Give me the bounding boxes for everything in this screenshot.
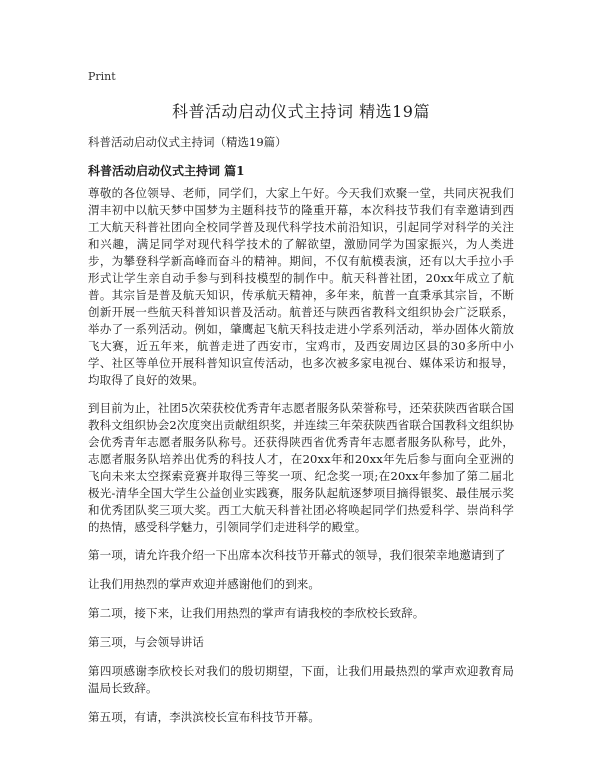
paragraph-2: 到目前为止，社团5次荣获校优秀青年志愿者服务队荣誉称号，还荣获陕西省联合国教科文组织协会2次度突出贡献组织奖，并连续三年荣获陕西省联合国教科文组织协会优秀青年志愿者服务队称号。还获得陕西省优秀青年志愿者服务队称号，此外，志愿者服务队培养出优秀的科技人才，在20xx年和20xx年先后参与面向全亚洲的飞向未来太空探索竞赛并取得三等奖一项、纪念奖一项;在20xx年参加了第二届北极光-清华全国大学生公益创业实践赛，服务队起航逐梦项目摘得银奖、最佳展示奖和优秀团队奖三项大奖。西工大航天科普社团必将唤起同学们热爱科学、崇尚科学的热情，感受科学魅力，引领同学们走进科学的殿堂。 <box>88 401 514 534</box>
document-title: 科普活动启动仪式主持词 精选19篇 <box>172 102 430 121</box>
print-label[interactable]: Print <box>88 70 116 83</box>
document-subtitle: 科普活动启动仪式主持词（精选19篇） <box>88 135 287 149</box>
paragraph-5: 第二项，接下来，让我们用热烈的掌声有请我校的李欣校长致辞。 <box>88 606 425 620</box>
paragraph-3: 第一项，请允许我介绍一下出席本次科技节开幕式的领导，我们很荣幸地邀请到了 <box>88 548 506 562</box>
paragraph-8: 第五项，有请，李洪滨校长宣布科技节开幕。 <box>88 710 320 724</box>
paragraph-7: 第四项感谢李欣校长对我们的殷切期望，下面，让我们用最热烈的掌声欢迎教育局温局长致辞。 <box>88 664 514 695</box>
section-heading: 科普活动启动仪式主持词 篇1 <box>88 164 245 178</box>
paragraph-4: 让我们用热烈的掌声欢迎并感谢他们的到来。 <box>88 577 320 591</box>
paragraph-6: 第三项，与会领导讲话 <box>88 635 204 649</box>
paragraph-1: 尊敬的各位领导、老师，同学们，大家上午好。今天我们欢聚一堂，共同庆祝我们渭丰初中以航天梦中国梦为主题科技节的隆重开幕，本次科技节我们有幸邀请到西工大航天科普社团向全校同学普及现代科学技术前沿知识，引起同学对科学的关注和兴趣，满足同学对现代科学技术的了解欲望，激励同学为国家振兴，为人类进步，为攀登科学新高峰而奋斗的精神。期间，不仅有航模表演，还有以大手拉小手形式让学生亲自动手参与到科技模型的制作中。航天科普社团，20xx年成立了航普。其宗旨是普及航天知识，传承航天精神，多年来，航普一直秉承其宗旨，不断创新开展一些航天科普知识普及活动。航普还与陕西省教科文组织协会广泛联系，举办了一系列活动。例如，肇鹰起飞航天科技走进小学系列活动，举办固体火箭放飞大赛，近五年来，航普走进了西安市，宝鸡市，及西安周边区县的30多所中小学、社区等单位开展科普知识宣传活动，也多次被多家电视台、媒体采访和报导，均取得了良好的效果。 <box>88 186 514 387</box>
document-page <box>88 70 514 738</box>
